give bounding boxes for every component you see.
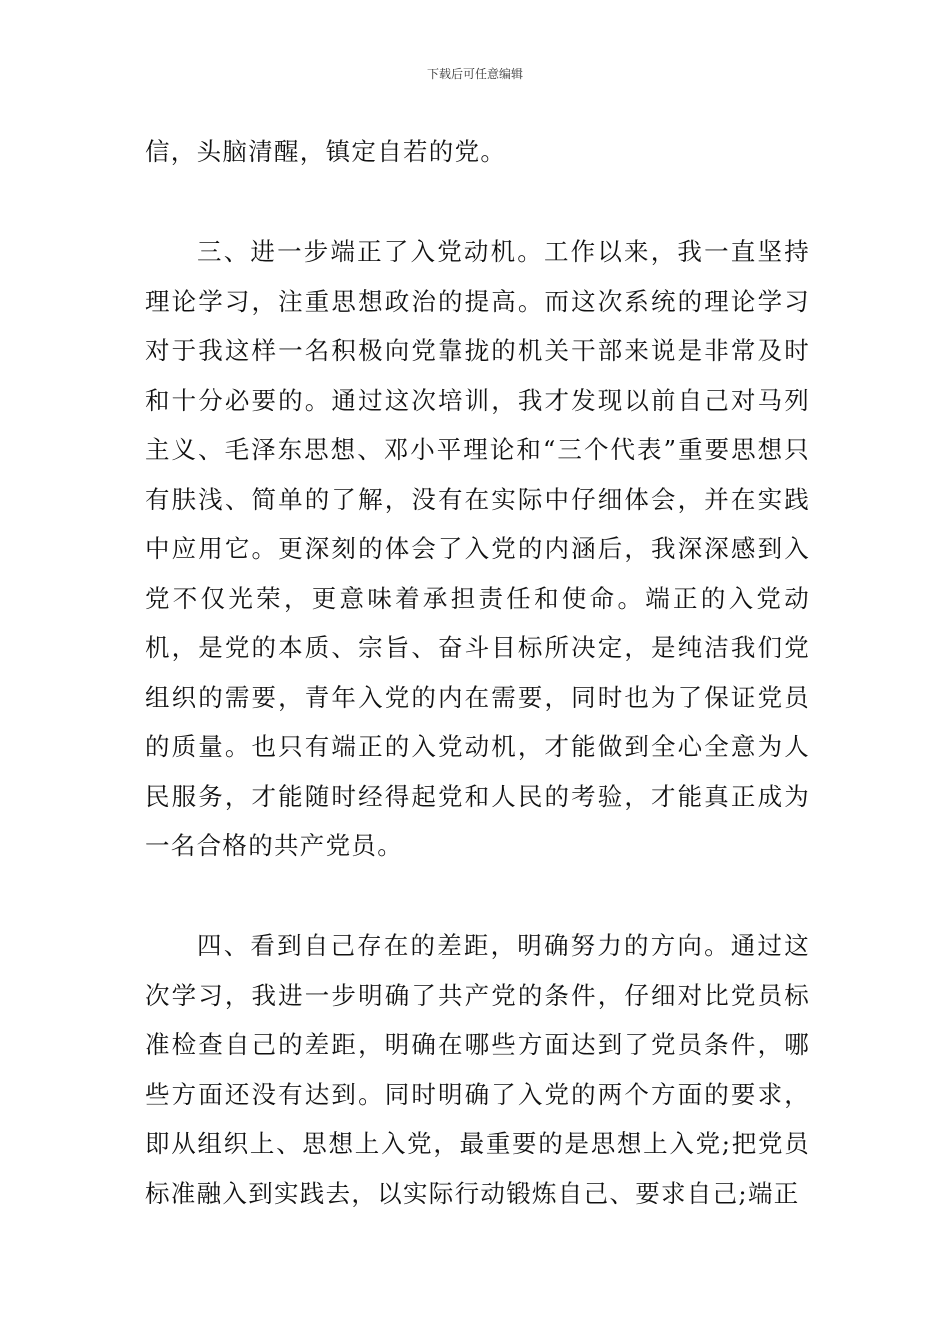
section-three-paragraph bbox=[145, 227, 810, 871]
continuation-paragraph bbox=[145, 127, 810, 177]
page-header: 下载后可任意编辑 bbox=[426, 67, 523, 81]
paragraph-text: 信，头脑清醒，镇定自若的党。 bbox=[145, 137, 507, 166]
section-four-paragraph bbox=[145, 921, 810, 1218]
paragraph-text: 四、看到自己存在的差距，明确努力的方向。通过这次学习，我进一步明确了共产党的条件，仔细对比党员标准检查自己的差距，明确在哪些方面达到了党员条件，哪些方面还没有达到。同时明确了入党的两个方面的要求，即从组织上、思想上入党，最重要的是思想上入党;把党员标准融入到实践去，以实际行动锻炼自己、要求自己;端正 bbox=[145, 931, 810, 1208]
paragraph-text: 三、进一步端正了入党动机。工作以来，我一直坚持理论学习，注重思想政治的提高。而这次系统的理论学习对于我这样一名积极向党靠拢的机关干部来说是非常及时和十分必要的。通过这次培训，我才发现以前自己对马列主义、毛泽东思想、邓小平理论和“三个代表”重要思想只有肤浅、简单的了解，没有在实际中仔细体会，并在实践中应用它。更深刻的体会了入党的内涵后，我深深感到入党不仅光荣，更意味着承担责任和使命。端正的入党动机，是党的本质、宗旨、奋斗目标所决定，是纯洁我们党组织的需要，青年入党的内在需要，同时也为了保证党员的质量。也只有端正的入党动机，才能做到全心全意为人民服务，才能随时经得起党和人民的考验，才能真正成为一名合格的共产党员。 bbox=[145, 237, 810, 860]
